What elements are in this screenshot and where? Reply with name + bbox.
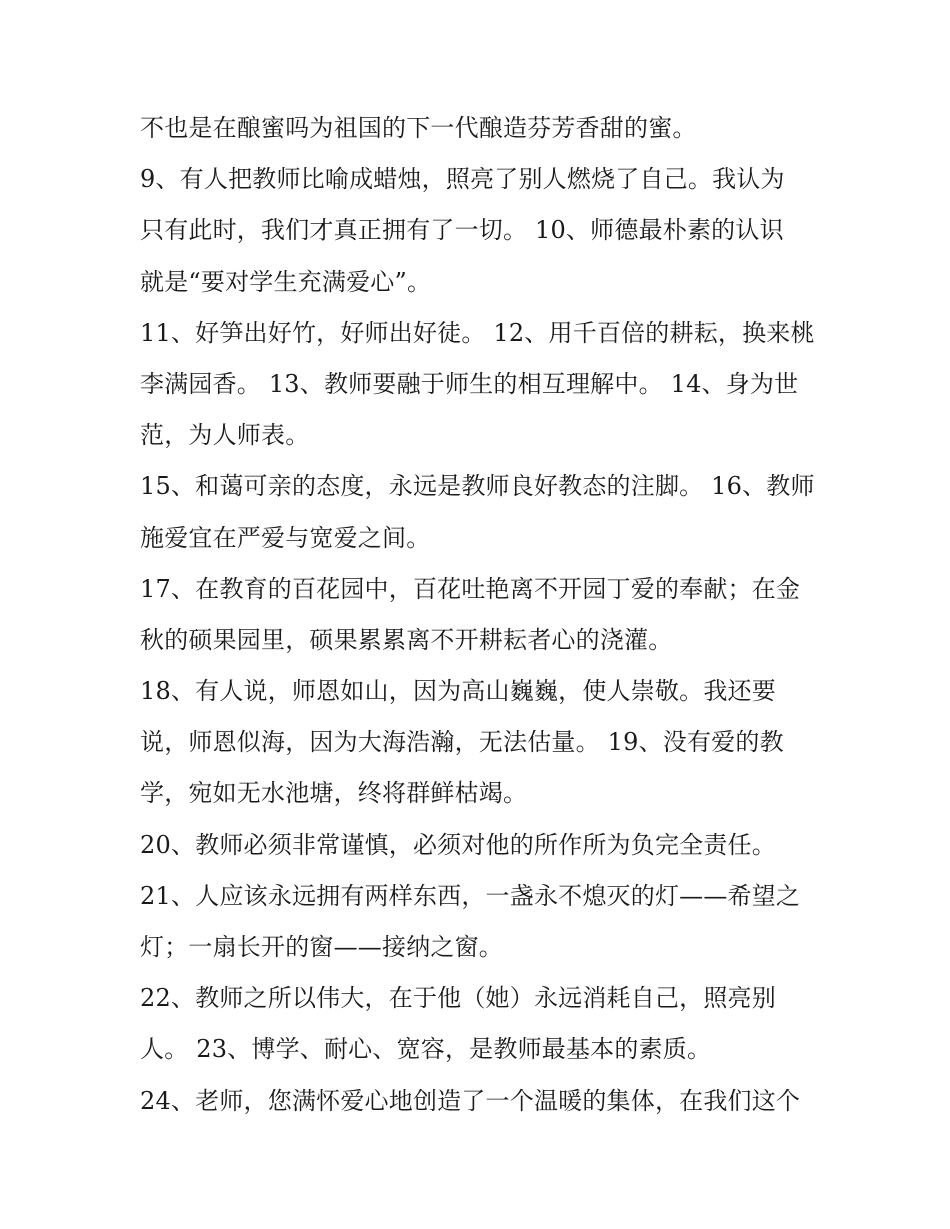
text-line-17: 灯；一扇长开的窗——接纳之窗。 [140,933,503,961]
text-line-20: 24、老师，您满怀爱心地创造了一个温暖的集体，在我们这个 [140,1086,801,1115]
text-line-14: 学，宛如无水池塘，终将群鲜枯竭。 [140,779,528,808]
text-body [140,103,830,1127]
text-line-11: 秋的硕果园里，硕果累累离不开耕耘者心的浇灌。 [140,625,673,654]
text-line-8: 15、和蔼可亲的态度，永远是教师良好教态的注脚。 16、教师 [140,472,815,501]
text-line-7: 范，为人师表。 [140,421,310,450]
text-line-6: 李满园香。 13、教师要融于师生的相互理解中。 14、身为世 [140,369,799,398]
text-line-12: 18、有人说，师恩如山，因为高山巍巍，使人崇敬。我还要 [140,677,776,706]
text-line-15: 20、教师必须非常谨慎，必须对他的所作所为负完全责任。 [140,830,776,859]
text-line-18: 22、教师之所以伟大，在于他（她）永远消耗自己，照亮别 [140,984,776,1013]
text-line-9: 施爱宜在严爱与宽爱之间。 [140,523,431,552]
text-line-1: 不也是在酿蜜吗为祖国的下一代酿造芬芳香甜的蜜。 [140,114,697,142]
text-line-19: 人。 23、博学、耐心、宽容，是教师最基本的素质。 [140,1035,712,1064]
text-line-16: 21、人应该永远拥有两样东西，一盏永不熄灭的灯——希望之 [140,881,801,910]
text-line-5: 11、好笋出好竹，好师出好徒。 12、用千百倍的耕耘，换来桃 [140,318,815,347]
text-line-2: 9、有人把教师比喻成蜡烛，照亮了别人燃烧了自己。我认为 [140,165,785,194]
text-line-4: 就是“要对学生充满爱心”。 [140,267,432,296]
text-line-3: 只有此时，我们才真正拥有了一切。 10、师德最朴素的认识 [140,216,784,245]
text-line-10: 17、在教育的百花园中，百花吐艳离不开园丁爱的奉献；在金 [140,574,801,603]
text-line-13: 说，师恩似海，因为大海浩瀚，无法估量。 19、没有爱的教 [140,728,784,757]
